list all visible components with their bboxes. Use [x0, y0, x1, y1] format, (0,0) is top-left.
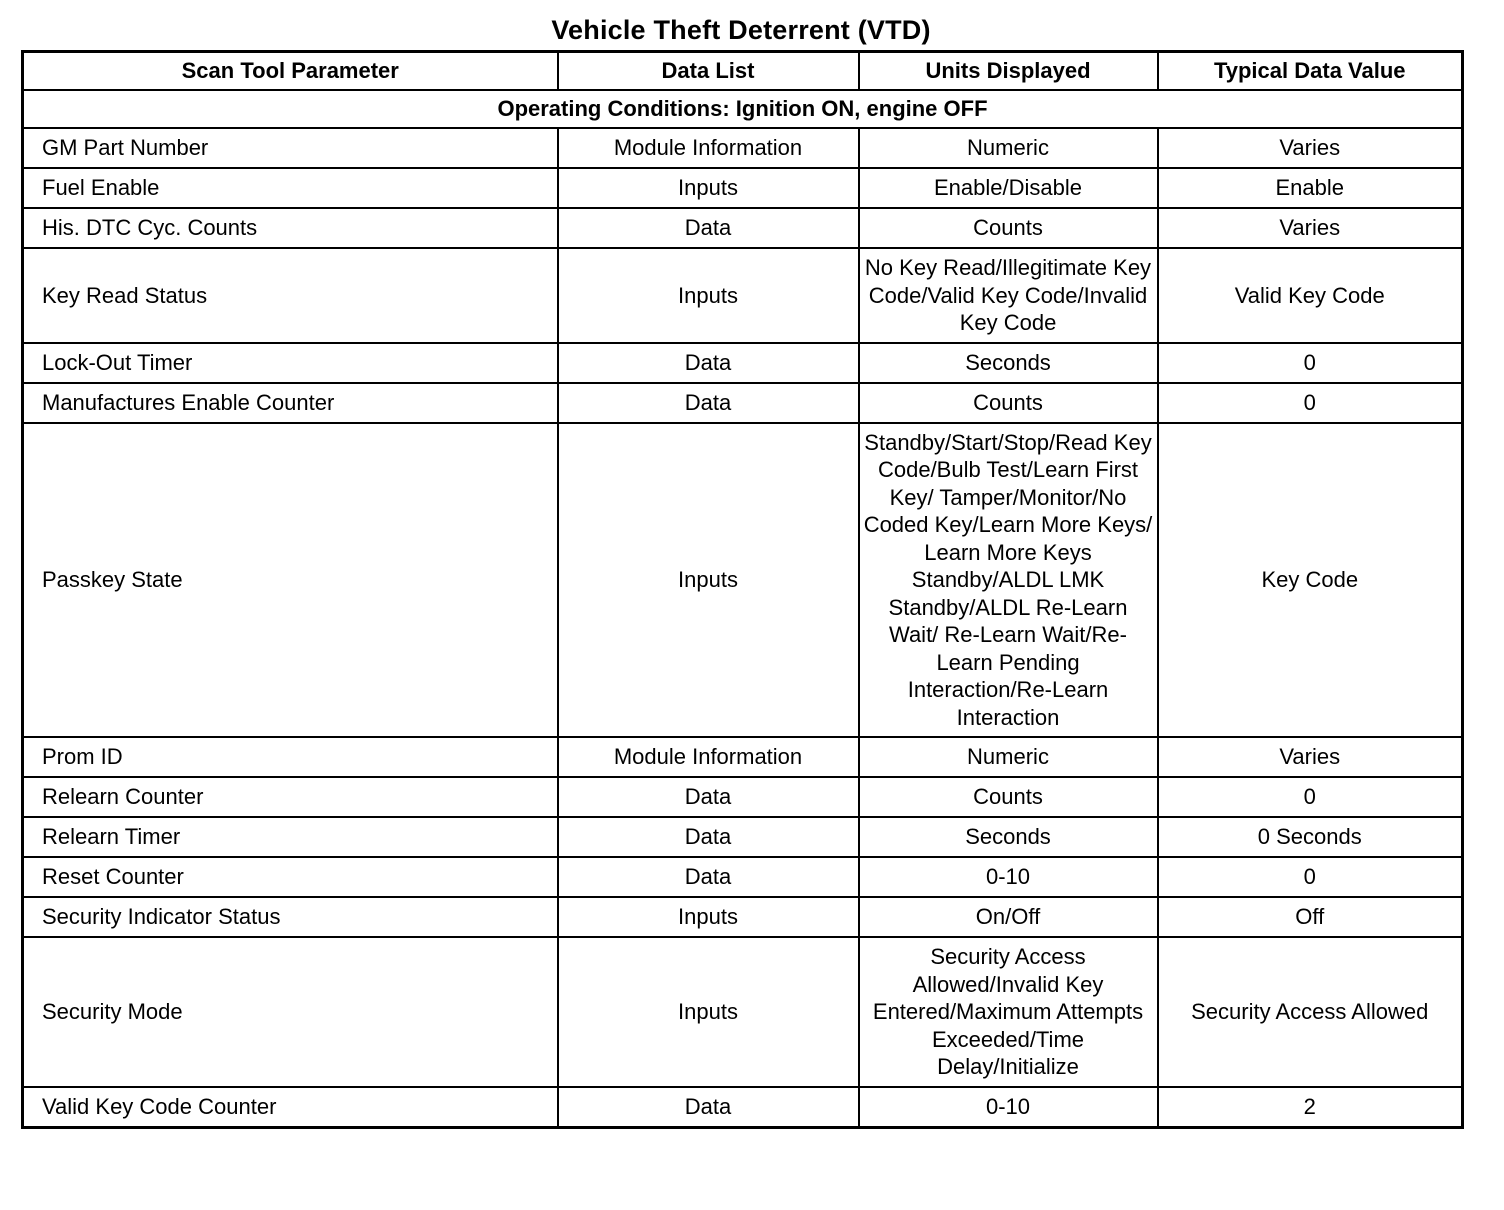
- cell-parameter: Prom ID: [23, 737, 558, 777]
- cell-typical: Varies: [1158, 737, 1463, 777]
- table-row: [23, 383, 1463, 423]
- cell-units: 0-10: [859, 1087, 1158, 1128]
- cell-typical: 2: [1158, 1087, 1463, 1128]
- cell-parameter: Fuel Enable: [23, 168, 558, 208]
- cell-units: Numeric: [859, 128, 1158, 168]
- cell-data-list: Data: [558, 857, 859, 897]
- cell-typical: 0: [1158, 857, 1463, 897]
- cell-units: No Key Read/Illegitimate Key Code/Valid Key Code/Invalid Key Code: [859, 248, 1158, 343]
- cell-units: Counts: [859, 208, 1158, 248]
- operating-conditions-row: [23, 90, 1463, 128]
- cell-parameter: Lock-Out Timer: [23, 343, 558, 383]
- table-row: [23, 897, 1463, 937]
- cell-data-list: Inputs: [558, 897, 859, 937]
- cell-parameter: Security Mode: [23, 937, 558, 1087]
- cell-units: Numeric: [859, 737, 1158, 777]
- table-row: [23, 343, 1463, 383]
- cell-data-list: Inputs: [558, 248, 859, 343]
- table-row: [23, 857, 1463, 897]
- cell-data-list: Data: [558, 1087, 859, 1128]
- table-row: [23, 937, 1463, 1087]
- operating-conditions: Operating Conditions: Ignition ON, engine OFF: [23, 90, 1463, 128]
- header-units-displayed: Units Displayed: [859, 52, 1158, 91]
- table-row: [23, 817, 1463, 857]
- cell-parameter: Manufactures Enable Counter: [23, 383, 558, 423]
- header-data-list: Data List: [558, 52, 859, 91]
- cell-parameter: Security Indicator Status: [23, 897, 558, 937]
- cell-parameter: Reset Counter: [23, 857, 558, 897]
- cell-data-list: Data: [558, 817, 859, 857]
- cell-data-list: Inputs: [558, 423, 859, 738]
- cell-units: Counts: [859, 383, 1158, 423]
- cell-parameter: Valid Key Code Counter: [23, 1087, 558, 1128]
- cell-typical: Varies: [1158, 128, 1463, 168]
- cell-units: Seconds: [859, 343, 1158, 383]
- vtd-data-table: [21, 50, 1464, 1129]
- cell-typical: 0: [1158, 777, 1463, 817]
- cell-parameter: Key Read Status: [23, 248, 558, 343]
- cell-parameter: His. DTC Cyc. Counts: [23, 208, 558, 248]
- cell-parameter: Relearn Timer: [23, 817, 558, 857]
- cell-typical: Key Code: [1158, 423, 1463, 738]
- table-row: [23, 1087, 1463, 1128]
- table-row: [23, 423, 1463, 738]
- cell-units: Seconds: [859, 817, 1158, 857]
- cell-units: On/Off: [859, 897, 1158, 937]
- cell-data-list: Module Information: [558, 128, 859, 168]
- cell-typical: 0: [1158, 343, 1463, 383]
- table-row: [23, 128, 1463, 168]
- cell-units: Security Access Allowed/Invalid Key Entered/Maximum Attempts Exceeded/Time Delay/Initialize: [859, 937, 1158, 1087]
- table-row: [23, 777, 1463, 817]
- cell-typical: Security Access Allowed: [1158, 937, 1463, 1087]
- table-row: [23, 168, 1463, 208]
- page-title: Vehicle Theft Deterrent (VTD): [551, 15, 931, 45]
- cell-data-list: Inputs: [558, 168, 859, 208]
- cell-units: 0-10: [859, 857, 1158, 897]
- cell-data-list: Inputs: [558, 937, 859, 1087]
- cell-typical: 0 Seconds: [1158, 817, 1463, 857]
- cell-data-list: Data: [558, 208, 859, 248]
- table-row: [23, 208, 1463, 248]
- table-header-row: [23, 52, 1463, 91]
- cell-parameter: Passkey State: [23, 423, 558, 738]
- cell-typical: Enable: [1158, 168, 1463, 208]
- cell-typical: Varies: [1158, 208, 1463, 248]
- cell-parameter: Relearn Counter: [23, 777, 558, 817]
- cell-data-list: Data: [558, 343, 859, 383]
- cell-data-list: Data: [558, 777, 859, 817]
- header-typical-data-value: Typical Data Value: [1158, 52, 1463, 91]
- cell-units: Counts: [859, 777, 1158, 817]
- cell-units: Standby/Start/Stop/Read Key Code/Bulb Test/Learn First Key/ Tamper/Monitor/No Coded Key/Learn More Keys/ Learn More Keys Standby/ALDL LMK Standby/ALDL Re-Learn Wait/ Re-Learn Wait/Re-Learn Pending Interaction/Re-Learn Interaction: [859, 423, 1158, 738]
- cell-typical: Valid Key Code: [1158, 248, 1463, 343]
- cell-units: Enable/Disable: [859, 168, 1158, 208]
- cell-parameter: GM Part Number: [23, 128, 558, 168]
- cell-typical: 0: [1158, 383, 1463, 423]
- cell-data-list: Module Information: [558, 737, 859, 777]
- table-row: [23, 737, 1463, 777]
- table-row: [23, 248, 1463, 343]
- cell-data-list: Data: [558, 383, 859, 423]
- cell-typical: Off: [1158, 897, 1463, 937]
- header-scan-tool-parameter: Scan Tool Parameter: [23, 52, 558, 91]
